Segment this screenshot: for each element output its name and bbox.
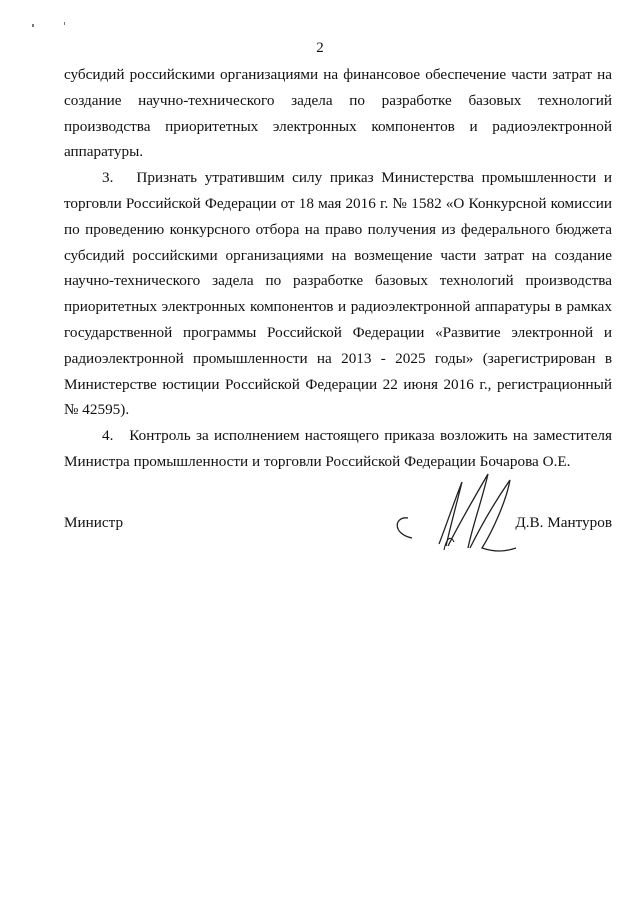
- scan-speck: [64, 22, 65, 25]
- paragraph-item-3: 3. Признать утратившим силу приказ Министерства промышленности и торговли Российской Федерации от 18 мая 2016 г. № 1582 «О Конкурсной комиссии по проведению конкурсного отбора на право получения из федерального бюджета субсидий российскими организациями на возмещение части затрат на создание научно-технического задела по разработке базовых технологий производства приоритетных электронных компонентов и радиоэлектронной аппаратуры в рамках государственной программы Российской Федерации «Развитие электронной и радиоэлектронной промышленности на 2013 - 2025 годы» (зарегистрирован в Министерстве юстиции Российской Федерации 22 июня 2016 г., регистрационный № 42595).: [64, 169, 612, 419]
- page-number: 2: [316, 40, 324, 56]
- scan-speck: [32, 24, 34, 27]
- document-body: [64, 62, 612, 475]
- signatory-name: Д.В. Мантуров: [515, 514, 612, 531]
- signatory-title: Министр: [64, 514, 124, 531]
- paragraph-item-4: 4. Контроль за исполнением настоящего приказа возложить на заместителя Министра промышленности и торговли Российской Федерации Бочарова О.Е.: [64, 427, 612, 470]
- signature-row: [64, 514, 612, 554]
- paragraph-continuation: субсидий российскими организациями на финансовое обеспечение части затрат на создание научно-технического задела по разработке базовых технологий производства приоритетных электронных компонентов и радиоэлектронной аппаратуры.: [64, 66, 612, 161]
